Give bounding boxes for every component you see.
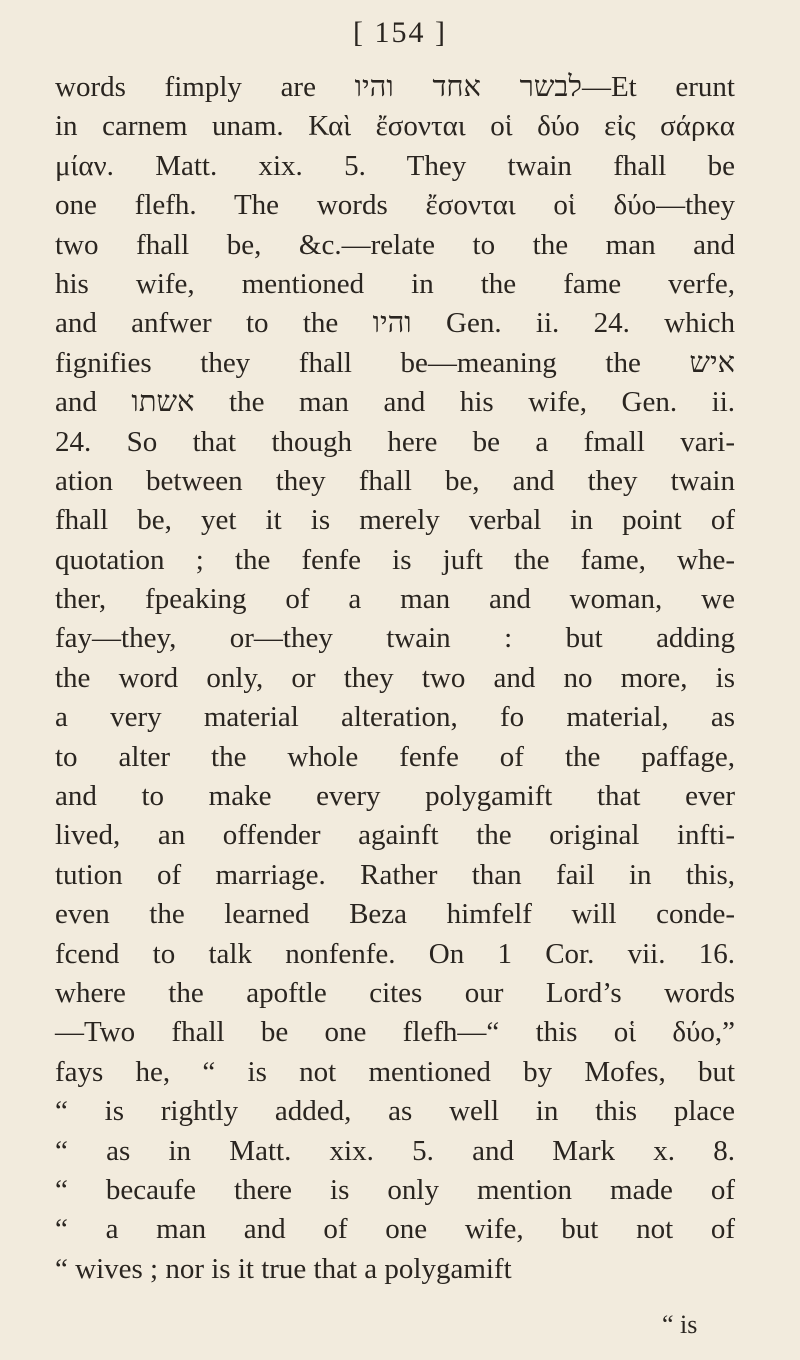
catchword: “ is (662, 1310, 698, 1339)
text-line: the word only, or they two and no more, is (55, 661, 735, 694)
text-line: in carnem unam. Καὶ ἔσονται οἱ δύο εἰς σάρκα (55, 110, 735, 143)
text-line: his wife, mentioned in the fame verfe, (55, 267, 735, 300)
text-line: “ becaufe there is only mention made of (55, 1173, 735, 1206)
text-line: ation between they fhall be, and they twain (55, 464, 735, 497)
text-line: a very material alteration, fo material, as (55, 701, 735, 734)
text-line: even the learned Beza himfelf will conde- (55, 898, 735, 931)
text-line: where the apoftle cites our Lord’s words (55, 976, 735, 1009)
text-line: to alter the whole fenfe of the paffage, (55, 740, 735, 773)
text-line: and to make every polygamift that ever (55, 780, 735, 813)
text-line: “ wives ; nor is it true that a polygamift (55, 1252, 512, 1285)
text-line: 24. So that though here be a fmall vari- (55, 425, 735, 458)
text-line: fays he, “ is not mentioned by Mofes, but (55, 1055, 735, 1088)
text-line: “ as in Matt. xix. 5. and Mark x. 8. (55, 1134, 735, 1167)
text-line: tution of marriage. Rather than fail in this, (55, 858, 735, 891)
text-line: μίαν. Matt. xix. 5. They twain fhall be (55, 149, 735, 182)
text-line: fignifies they fhall be—meaning the איש (55, 346, 735, 379)
text-line: fcend to talk nonfenfe. On 1 Cor. vii. 16. (55, 937, 735, 970)
text-line: two fhall be, &c.—relate to the man and (55, 228, 735, 261)
text-line: and אשתו the man and his wife, Gen. ii. (55, 386, 736, 419)
text-line: lived, an offender againft the original infti- (55, 819, 735, 852)
text-line: “ a man and of one wife, but not of (55, 1213, 735, 1246)
text-line: one flefh. The words ἔσονται οἱ δύο—they (55, 189, 735, 222)
page-number: [ 154 ] (353, 16, 447, 49)
body-text (55, 68, 735, 1289)
text-line: fay—they, or—they twain : but adding (55, 622, 735, 655)
text-line: words fimply are לבשר אחד והיו—Et erunt (55, 71, 735, 103)
text-line: fhall be, yet it is merely verbal in point of (55, 504, 735, 537)
text-line: quotation ; the fenfe is juft the fame, whe- (55, 543, 735, 576)
text-line: “ is rightly added, as well in this place (55, 1095, 735, 1128)
text-line: ther, fpeaking of a man and woman, we (55, 583, 735, 616)
text-line: and anfwer to the והיו Gen. ii. 24. which (55, 307, 735, 340)
text-line: —Two fhall be one flefh—“ this οἱ δύο,” (55, 1016, 735, 1049)
